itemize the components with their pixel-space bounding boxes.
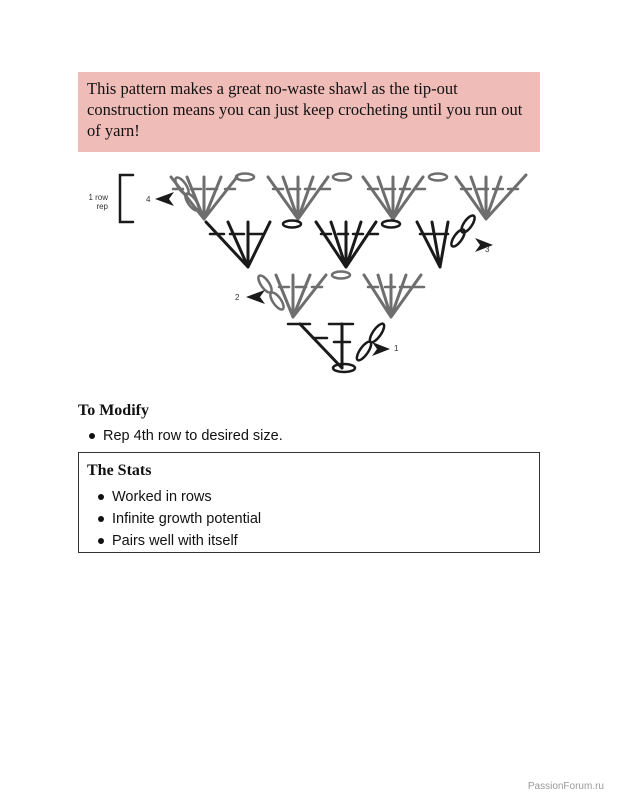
modify-list — [87, 425, 283, 447]
crochet-stitch-diagram — [80, 160, 540, 385]
row-4-stitches — [171, 174, 526, 220]
stitch-diagram-svg — [80, 160, 540, 385]
list-item: Infinite growth potential — [96, 508, 261, 530]
row-2-stitches — [256, 272, 424, 318]
stats-box — [78, 452, 540, 553]
to-modify-heading: To Modify — [78, 402, 149, 419]
arrow-row-1 — [372, 342, 390, 356]
row-label-1: 1 — [394, 344, 399, 353]
bracket-label-line-1: 1 row — [88, 193, 108, 202]
row-label-3: 3 — [485, 245, 490, 254]
list-item: Worked in rows — [96, 486, 261, 508]
list-item: Pairs well with itself — [96, 530, 261, 552]
stats-heading: The Stats — [87, 462, 152, 479]
arrow-row-2 — [246, 290, 265, 304]
row-1-stitches — [288, 322, 387, 372]
arrow-row-4 — [155, 192, 174, 206]
stats-list — [96, 486, 261, 552]
row-repeat-bracket — [120, 175, 133, 222]
row-label-2: 2 — [235, 293, 240, 302]
row-3-stitches — [206, 214, 477, 267]
arrow-row-3 — [475, 238, 493, 252]
watermark: PassionForum.ru — [527, 781, 604, 792]
list-item: Rep 4th row to desired size. — [87, 425, 283, 447]
intro-text: This pattern makes a great no-waste shawl as the tip-out construction means you can just keep crocheting until you run out of yarn! — [87, 79, 523, 140]
bracket-label-line-2: rep — [96, 202, 108, 211]
intro-callout — [78, 72, 540, 152]
row-label-4: 4 — [146, 195, 151, 204]
